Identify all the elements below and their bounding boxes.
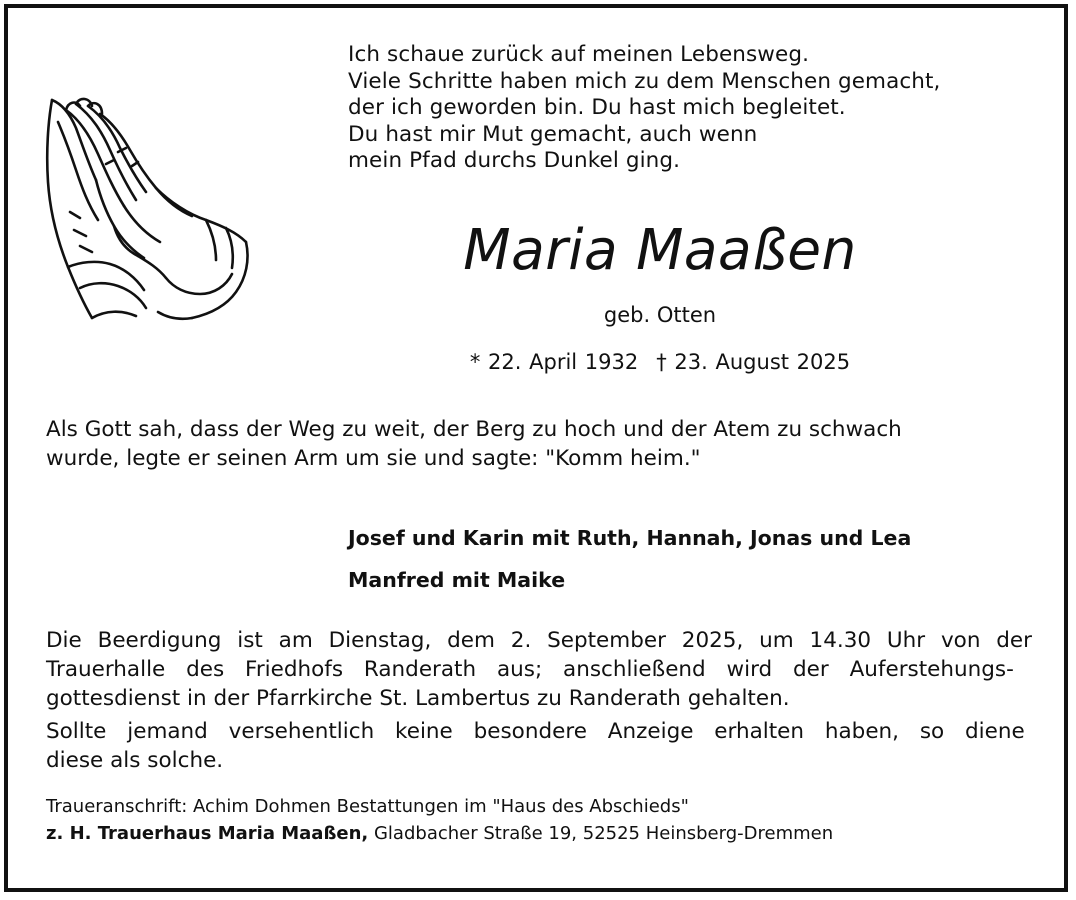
funeral-line bbox=[46, 655, 1032, 684]
funeral-line-text: Trauerhalle des Friedhofs Randerath aus; anschließend wird der Auferstehungs- bbox=[46, 657, 1014, 682]
funeral-line-text: Die Beerdigung ist am Dienstag, dem 2. September 2025, um 14.30 Uhr von der bbox=[46, 628, 1032, 653]
address-line-1: Traueranschrift: Achim Dohmen Bestattungen im "Haus des Abschieds" bbox=[46, 796, 689, 817]
funeral-line: gottesdienst in der Pfarrkirche St. Lambertus zu Randerath gehalten. bbox=[46, 686, 790, 711]
birth-date: * 22. April 1932 bbox=[469, 350, 639, 374]
poem-line: Ich schaue zurück auf meinen Lebensweg. bbox=[348, 42, 810, 67]
praying-hands-icon bbox=[40, 92, 255, 327]
mourners-list bbox=[348, 517, 911, 601]
mourner-entry: Josef und Karin mit Ruth, Hannah, Jonas und Lea bbox=[348, 526, 912, 550]
poem-line: der ich geworden bin. Du hast mich begleitet. bbox=[348, 95, 846, 121]
poem-line: Viele Schritte haben mich zu dem Menschen gemacht, bbox=[348, 68, 941, 94]
poem-line: mein Pfad durchs Dunkel ging. bbox=[348, 148, 681, 174]
deceased-name: Maria Maaßen bbox=[463, 218, 857, 283]
verse bbox=[46, 415, 1036, 473]
maiden-name: geb. Otten bbox=[603, 303, 717, 327]
poem bbox=[348, 42, 940, 175]
notice-line-text: Sollte jemand versehentlich keine besondere Anzeige erhalten haben, so diene bbox=[46, 719, 1025, 744]
notice-line: diese als solche. bbox=[46, 748, 224, 773]
funeral-line bbox=[46, 626, 1032, 655]
funeral-notice bbox=[46, 626, 1032, 775]
mourner-entry: Manfred mit Maike bbox=[348, 568, 566, 592]
death-date: † 23. August 2025 bbox=[656, 350, 851, 374]
poem-line: Du hast mir Mut gemacht, auch wenn bbox=[348, 121, 758, 147]
address-street: Gladbacher Straße 19, 52525 Heinsberg-Dremmen bbox=[368, 823, 834, 844]
notice-line bbox=[46, 717, 1032, 746]
address-line-2 bbox=[46, 820, 833, 847]
address-recipient: z. H. Trauerhaus Maria Maaßen, bbox=[46, 823, 369, 844]
verse-line: Als Gott sah, dass der Weg zu weit, der Berg zu hoch und der Atem zu schwach bbox=[46, 417, 902, 442]
life-dates bbox=[410, 350, 910, 374]
mourning-address bbox=[46, 793, 833, 847]
verse-line: wurde, legte er seinen Arm um sie und sagte: "Komm heim." bbox=[46, 446, 701, 471]
